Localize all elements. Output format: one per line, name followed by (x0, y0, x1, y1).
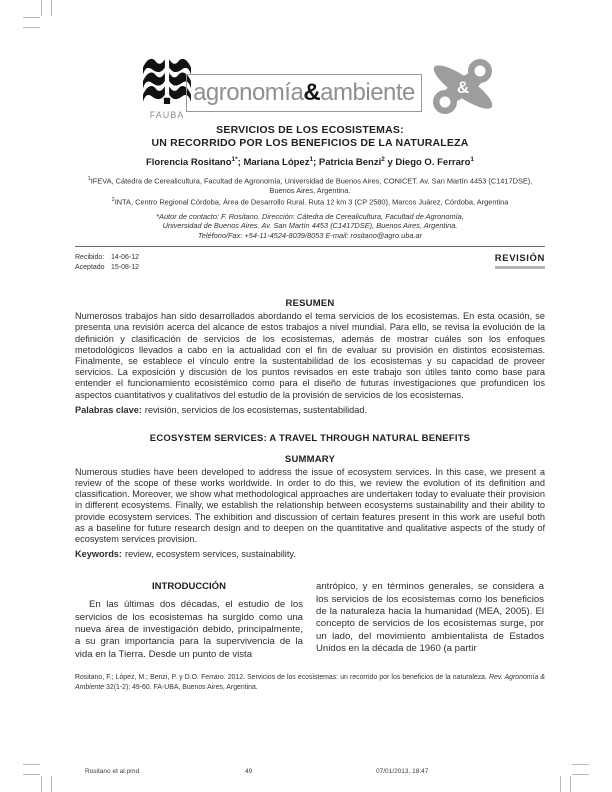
accepted-line (75, 263, 139, 273)
author-name: Florencia Rositano (145, 157, 232, 169)
article-title-line1: SERVICIOS DE LOS ECOSISTEMAS: (216, 124, 404, 136)
author-affmark: 2 (381, 156, 385, 163)
accepted-label: Aceptado (75, 263, 105, 271)
affiliation-text: INTA, Centro Regional Córdoba, Área de Desarrollo Rural. Ruta 12 km 3 (CP 2580), Marcos Juárez, Córdoba, Argentina (114, 197, 509, 207)
article-title-line2: UN RECORRIDO POR LOS BENEFICIOS DE LA NATURALEZA (151, 137, 469, 149)
palabras-clave-text: revisión, servicios de los ecosistemas, sustentabilidad. (144, 404, 368, 415)
summary-heading: SUMMARY (284, 453, 336, 465)
badge-text: REVISIÓN (494, 253, 545, 265)
author-affmark: 1 (470, 156, 474, 163)
affiliation-mark: 1 (87, 176, 91, 183)
keywords-label: Keywords: (75, 549, 122, 560)
meta-row (75, 253, 545, 272)
intro-column-left (75, 581, 303, 661)
introduction-heading: INTRODUCCIÓN (152, 581, 226, 593)
footer-timestamp: 07/01/2013, 18:47 (376, 768, 429, 775)
citation-footnote (75, 673, 545, 693)
affiliation (75, 175, 545, 195)
article-title (75, 124, 545, 150)
intro-right-paragraph: antrópico, y en términos generales, se considera a los servicios de los ecosistemas como los beneficios de la naturaleza hacia la humanidad (MEA, 2005). El concepto de servicios de los ecosistemas surge, por un lado, del movimiento ambientalista de Estados Unidos en la década de 1960 (a partir (316, 581, 544, 655)
received-date: 14-06-12 (111, 254, 140, 262)
received-line (75, 253, 139, 263)
english-title: ECOSYSTEM SERVICES: A TRAVEL THROUGH NATURAL BENEFITS (149, 432, 471, 444)
author-separator: y (384, 157, 396, 169)
author-name: Diego O. Ferraro (395, 157, 471, 169)
keywords-text: review, ecosystem services, sustainability. (124, 549, 296, 560)
citation-text: Rositano, F.; López, M.; Benzi, P. y D.O. Ferraro. 2012. Servicios de los ecosistemas: un recorrido por los beneficios de la naturaleza. (75, 674, 490, 682)
affiliations (75, 175, 545, 206)
fauba-label: FAUBA (149, 110, 185, 120)
intro-column-right (316, 581, 544, 661)
palabras-clave-label: Palabras clave: (75, 404, 142, 415)
keywords-line (75, 549, 545, 559)
article-content (75, 124, 545, 693)
badge-underline (495, 266, 545, 269)
footer-filename: Rositano et al.pmd (85, 768, 140, 775)
contact-line: Teléfono/Fax: +54-11-4524-8039/8053 E-mail: rositano@agro.uba.ar (197, 230, 423, 240)
affiliation-mark: 2 (111, 196, 115, 203)
submission-dates (75, 253, 139, 272)
resumen-body: Numerosos trabajos han sido desarrollados abordando el tema servicios de los ecosistemas. En esta ocasión, se presenta una revisión acerca del alcance de estos trabajos a nivel mundial. Para ello, se revisa la evolución de la definición y clasificación de servicios de los ecosistemas, además de mostrar cuáles son los enfoques metodológicos llevados a cabo en la actualidad con el fin de evaluar su provisión en distintos ecosistemas. Finalmente, se establece el vínculo entre la sustentabilidad de los ecosistemas y su capacidad de proveer servicios. La exposición y discusión de los puntos revisados en este trabajo son útiles tanto como base para entender el funcionamiento ecosistémico como para el diseño de futuras investigaciones que profundicen los aspectos cuantitativos y cualitativos del estudio de la provisión de servicios de los ecosistemas. (75, 311, 545, 400)
contact-line: *Autor de contacto: F. Rositano. Dirección: Cátedra de Cerealicultura, Facultad de Agronomía, (156, 211, 464, 221)
palabras-clave-line (75, 405, 545, 415)
authors-line (75, 156, 545, 168)
article-type-badge (495, 253, 545, 269)
journal-emblem-icon (424, 55, 502, 119)
journal-nameplate (186, 74, 422, 112)
intro-left-paragraph: En las últimas dos décadas, el estudio de los servicios de los ecosistemas ha surgido como una nueva área de investigación debido, principalmente, a su gran importancia para la supervivencia de la vida en la Tierra. Desde un punto de vista (75, 599, 303, 660)
received-label: Recibido: (75, 254, 105, 262)
introduction-columns (75, 581, 545, 661)
author-affmark: 1* (231, 156, 238, 163)
accepted-date: 15-08-12 (111, 263, 140, 271)
citation-journal: Rev. Agronomía & Ambiente (75, 674, 546, 692)
journal-name-left: agronomía (193, 79, 304, 106)
header-divider (75, 246, 545, 247)
author-name: Mariana López (243, 157, 310, 169)
journal-ampersand: & (303, 79, 321, 106)
journal-name (193, 81, 415, 105)
author-separator: ; (313, 157, 319, 169)
citation-pages: 32(1-2): 49-60. FA-UBA, Buenos Aires, Argentina. (104, 684, 258, 692)
author-name: Patricia Benzi (318, 157, 382, 169)
resumen-heading: RESUMEN (285, 298, 335, 310)
svg-text:&: & (456, 78, 470, 97)
affiliation (75, 196, 545, 207)
contact-line: Universidad de Buenos Aires. Av. San Martín 4453 (C1417DSE), Buenos Aires, Argentina. (162, 221, 458, 231)
journal-name-right: ambiente (320, 79, 415, 106)
affiliation-text: IFEVA, Cátedra de Cerealicultura, Facultad de Agronomía, Universidad de Buenos Aires, CONICET. Av. San Martín 4453 (C1417DSE), Buenos Aires, Argentina. (90, 176, 533, 196)
footer-page-number: 49 (245, 768, 253, 775)
summary-body: Numerous studies have been developed to address the issue of ecosystem services. In this case, we present a review of the scope of these works worldwide. In order to do this, we review the evolution of its definition and classification. Moreover, we show what methodological approaches are undertaken today to evaluate their provision in different ecosystems. Finally, we establish the relationship between ecosystems sustainability and their ability to provide ecosystem services. The exhibition and discussion of certain features present in this work are useful both as a baseline for future research design and to deepen on the quantitative and qualitative aspects of the study of ecosystem services provision. (75, 466, 545, 544)
contact-info (75, 212, 545, 241)
author-affmark: 1 (309, 156, 314, 163)
author-separator: ; (237, 157, 244, 169)
